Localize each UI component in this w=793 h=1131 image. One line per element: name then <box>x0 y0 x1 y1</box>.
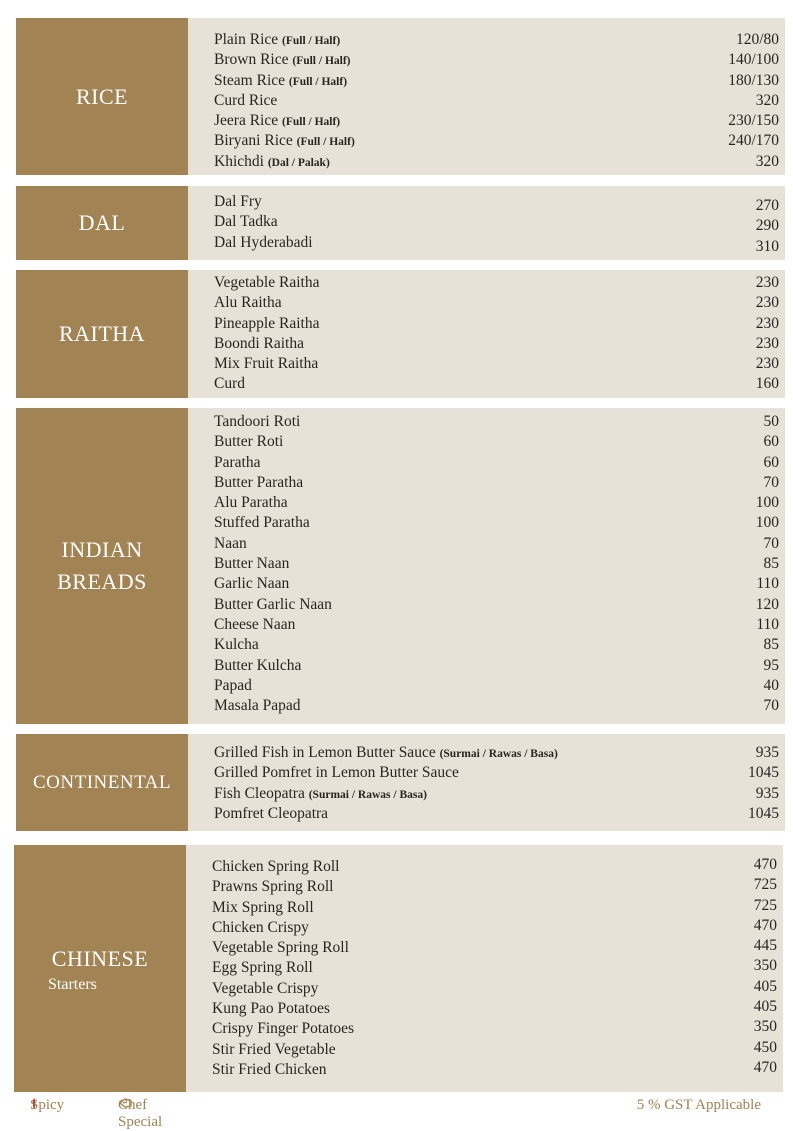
chef-special-legend <box>118 1097 163 1130</box>
menu-item <box>214 152 779 172</box>
section-label <box>16 18 188 175</box>
item-price: 935 <box>755 784 779 802</box>
menu-item <box>214 635 779 655</box>
menu-item <box>212 1060 777 1080</box>
menu-item <box>214 293 779 313</box>
item-name: Butter Naan <box>214 555 290 573</box>
item-price: 95 <box>763 656 779 674</box>
item-price: 310 <box>755 237 779 255</box>
menu-item <box>212 877 777 897</box>
menu-item <box>212 1019 777 1039</box>
menu-item <box>212 958 777 978</box>
item-name: Egg Spring Roll <box>212 959 313 977</box>
item-name: Kulcha <box>214 636 259 654</box>
menu-item <box>212 1040 777 1060</box>
item-price: 60 <box>763 433 779 451</box>
section-title: CHINESE <box>51 945 149 971</box>
item-name: Fish Cleopatra <box>214 784 305 802</box>
item-price: 40 <box>763 676 779 694</box>
item-note: (Full / Half) <box>282 116 341 129</box>
gst-note: 5 % GST Applicable <box>636 1097 761 1113</box>
item-name: Dal Tadka <box>214 213 278 231</box>
menu-item <box>214 50 779 70</box>
item-price: 725 <box>753 876 777 894</box>
menu-item <box>214 131 779 151</box>
item-name: Butter Kulcha <box>214 656 302 674</box>
menu-item <box>214 30 779 50</box>
item-price: 290 <box>755 217 779 235</box>
item-name: Jeera Rice <box>214 112 279 130</box>
item-name: Papad <box>214 676 252 694</box>
item-name: Khichdi <box>214 152 264 170</box>
item-list <box>214 743 779 824</box>
item-price: 70 <box>763 697 779 715</box>
item-name: Boondi Raitha <box>214 334 304 352</box>
menu-item <box>214 595 779 615</box>
section-label <box>14 845 186 1092</box>
item-price: 350 <box>753 1018 777 1036</box>
item-name: Alu Raitha <box>214 294 282 312</box>
item-price: 230 <box>755 334 779 352</box>
footer-legend <box>30 1097 763 1130</box>
section-dal <box>16 186 785 260</box>
item-note: (Dal / Palak) <box>267 156 330 169</box>
menu-item <box>214 554 779 574</box>
menu-item <box>212 898 777 918</box>
item-name: Prawns Spring Roll <box>212 878 334 896</box>
menu-item <box>214 71 779 91</box>
menu-item <box>214 111 779 131</box>
menu-item <box>214 273 779 293</box>
section-title: RAITHA <box>58 321 146 346</box>
item-price: 120 <box>755 595 779 613</box>
item-name: Cheese Naan <box>214 615 296 633</box>
section-label <box>16 408 188 724</box>
menu-item <box>214 91 779 111</box>
item-price: 60 <box>763 453 779 471</box>
menu-item <box>214 743 779 763</box>
item-price: 110 <box>756 575 779 593</box>
item-note: (Full / Half) <box>288 75 348 88</box>
item-price: 405 <box>753 998 777 1016</box>
section-title: CONTINENTAL <box>32 771 171 793</box>
item-name: Alu Paratha <box>214 494 288 512</box>
item-name: Masala Papad <box>214 697 301 715</box>
menu-item <box>214 784 779 804</box>
item-price: 230 <box>755 355 779 373</box>
item-name: Vegetable Spring Roll <box>212 939 349 957</box>
menu-item <box>214 804 779 824</box>
menu-item <box>214 412 779 432</box>
item-name: Vegetable Raitha <box>214 274 320 291</box>
item-price: 470 <box>753 916 777 934</box>
item-price: 85 <box>763 555 779 573</box>
item-price: 100 <box>755 494 779 512</box>
item-price: 320 <box>755 152 779 170</box>
item-price: 230/150 <box>728 112 779 130</box>
item-price: 70 <box>763 534 779 552</box>
spicy-legend <box>30 1097 65 1113</box>
section-rice <box>16 18 785 175</box>
item-price: 50 <box>763 413 779 430</box>
menu-item <box>214 212 779 235</box>
menu-item <box>212 999 777 1019</box>
item-note: (Full / Half) <box>296 136 355 149</box>
item-name: Stir Fried Chicken <box>212 1060 327 1078</box>
item-price: 270 <box>755 197 779 214</box>
item-price: 725 <box>753 896 777 914</box>
item-price: 445 <box>753 937 777 955</box>
menu-item <box>214 192 779 212</box>
item-price: 405 <box>753 977 777 995</box>
item-note: (Full / Half) <box>282 35 341 47</box>
item-price: 1045 <box>748 804 779 822</box>
item-price: 935 <box>755 744 779 761</box>
section-title: DAL <box>78 210 126 235</box>
menu-item <box>214 574 779 594</box>
item-name: Dal Fry <box>214 193 262 210</box>
section-chinese <box>14 845 783 1092</box>
item-name: Mix Fruit Raitha <box>214 355 319 373</box>
item-price: 230 <box>755 314 779 332</box>
item-price: 70 <box>763 473 779 491</box>
menu-item <box>212 979 777 999</box>
section-label <box>16 270 188 398</box>
section-raitha <box>16 270 785 398</box>
menu-item <box>214 534 779 554</box>
item-price: 320 <box>755 91 779 109</box>
item-note: (Surmai / Rawas / Basa) <box>308 788 427 801</box>
item-list <box>214 192 779 253</box>
item-price: 470 <box>753 1058 777 1076</box>
item-name: Butter Roti <box>214 433 284 451</box>
menu-item <box>214 763 779 783</box>
menu-item <box>214 473 779 493</box>
item-name: Garlic Naan <box>214 575 290 593</box>
menu-item <box>212 918 777 938</box>
item-price: 450 <box>753 1038 777 1056</box>
item-price: 160 <box>755 375 779 393</box>
item-name: Naan <box>214 534 247 552</box>
item-name: Grilled Pomfret in Lemon Butter Sauce <box>214 764 459 782</box>
item-list <box>214 30 779 172</box>
section-subtitle: Starters <box>48 975 97 993</box>
item-name: Pineapple Raitha <box>214 314 320 332</box>
item-name: Brown Rice <box>214 51 289 69</box>
menu-item <box>212 857 777 877</box>
item-name: Butter Paratha <box>214 473 304 491</box>
item-name: Biryani Rice <box>214 132 293 150</box>
item-name: Pomfret Cleopatra <box>214 804 329 822</box>
menu-item <box>214 493 779 513</box>
item-name: Butter Garlic Naan <box>214 595 332 613</box>
item-name: Curd <box>214 375 245 393</box>
chef-special-label: Chef Special <box>118 1097 163 1130</box>
item-name: Crispy Finger Potatoes <box>212 1020 355 1038</box>
item-note: (Surmai / Rawas / Basa) <box>439 748 558 760</box>
menu-item <box>214 334 779 354</box>
item-name: Curd Rice <box>214 91 278 109</box>
item-price: 350 <box>753 957 777 975</box>
item-name: Mix Spring Roll <box>212 898 314 916</box>
item-name: Dal Hyderabadi <box>214 233 313 251</box>
item-list <box>214 273 779 395</box>
item-name: Grilled Fish in Lemon Butter Sauce <box>214 744 436 761</box>
item-name: Paratha <box>214 453 261 471</box>
section-title: INDIAN BREADS <box>57 537 147 594</box>
item-name: Tandoori Roti <box>214 413 301 430</box>
section-title: RICE <box>75 83 129 109</box>
item-price: 230 <box>755 274 779 291</box>
menu-item <box>214 676 779 696</box>
item-price: 100 <box>755 514 779 532</box>
menu-item <box>212 938 777 958</box>
item-price: 110 <box>756 615 779 633</box>
section-indian-breads <box>16 408 785 724</box>
item-price: 120/80 <box>735 31 779 48</box>
item-price: 140/100 <box>728 51 779 69</box>
menu-item <box>214 432 779 452</box>
section-label <box>16 186 188 260</box>
menu-item <box>214 453 779 473</box>
item-price: 85 <box>763 636 779 654</box>
section-label <box>16 734 188 831</box>
item-name: Kung Pao Potatoes <box>212 1000 330 1018</box>
menu-item <box>214 513 779 533</box>
section-continental <box>16 734 785 831</box>
menu-item <box>214 233 779 253</box>
item-name: Vegetable Crispy <box>212 979 319 997</box>
menu-item <box>214 354 779 374</box>
menu-item <box>214 314 779 334</box>
item-name: Plain Rice <box>214 31 279 48</box>
item-list <box>212 857 777 1080</box>
menu-item <box>214 656 779 676</box>
menu-item <box>214 615 779 635</box>
item-price: 180/130 <box>728 71 779 89</box>
item-list <box>214 412 779 716</box>
item-price: 230 <box>755 294 779 312</box>
menu-item <box>214 374 779 394</box>
item-price: 470 <box>753 856 777 873</box>
item-price: 1045 <box>748 764 779 782</box>
item-name: Steam Rice <box>214 71 286 89</box>
item-name: Chicken Spring Roll <box>212 858 340 875</box>
item-name: Stir Fried Vegetable <box>212 1040 336 1058</box>
item-name: Stuffed Paratha <box>214 514 310 532</box>
item-name: Chicken Crispy <box>212 918 309 936</box>
spicy-label: Spicy <box>30 1097 65 1113</box>
item-note: (Full / Half) <box>292 55 351 68</box>
menu-item <box>214 696 779 716</box>
item-price: 240/170 <box>728 132 779 150</box>
